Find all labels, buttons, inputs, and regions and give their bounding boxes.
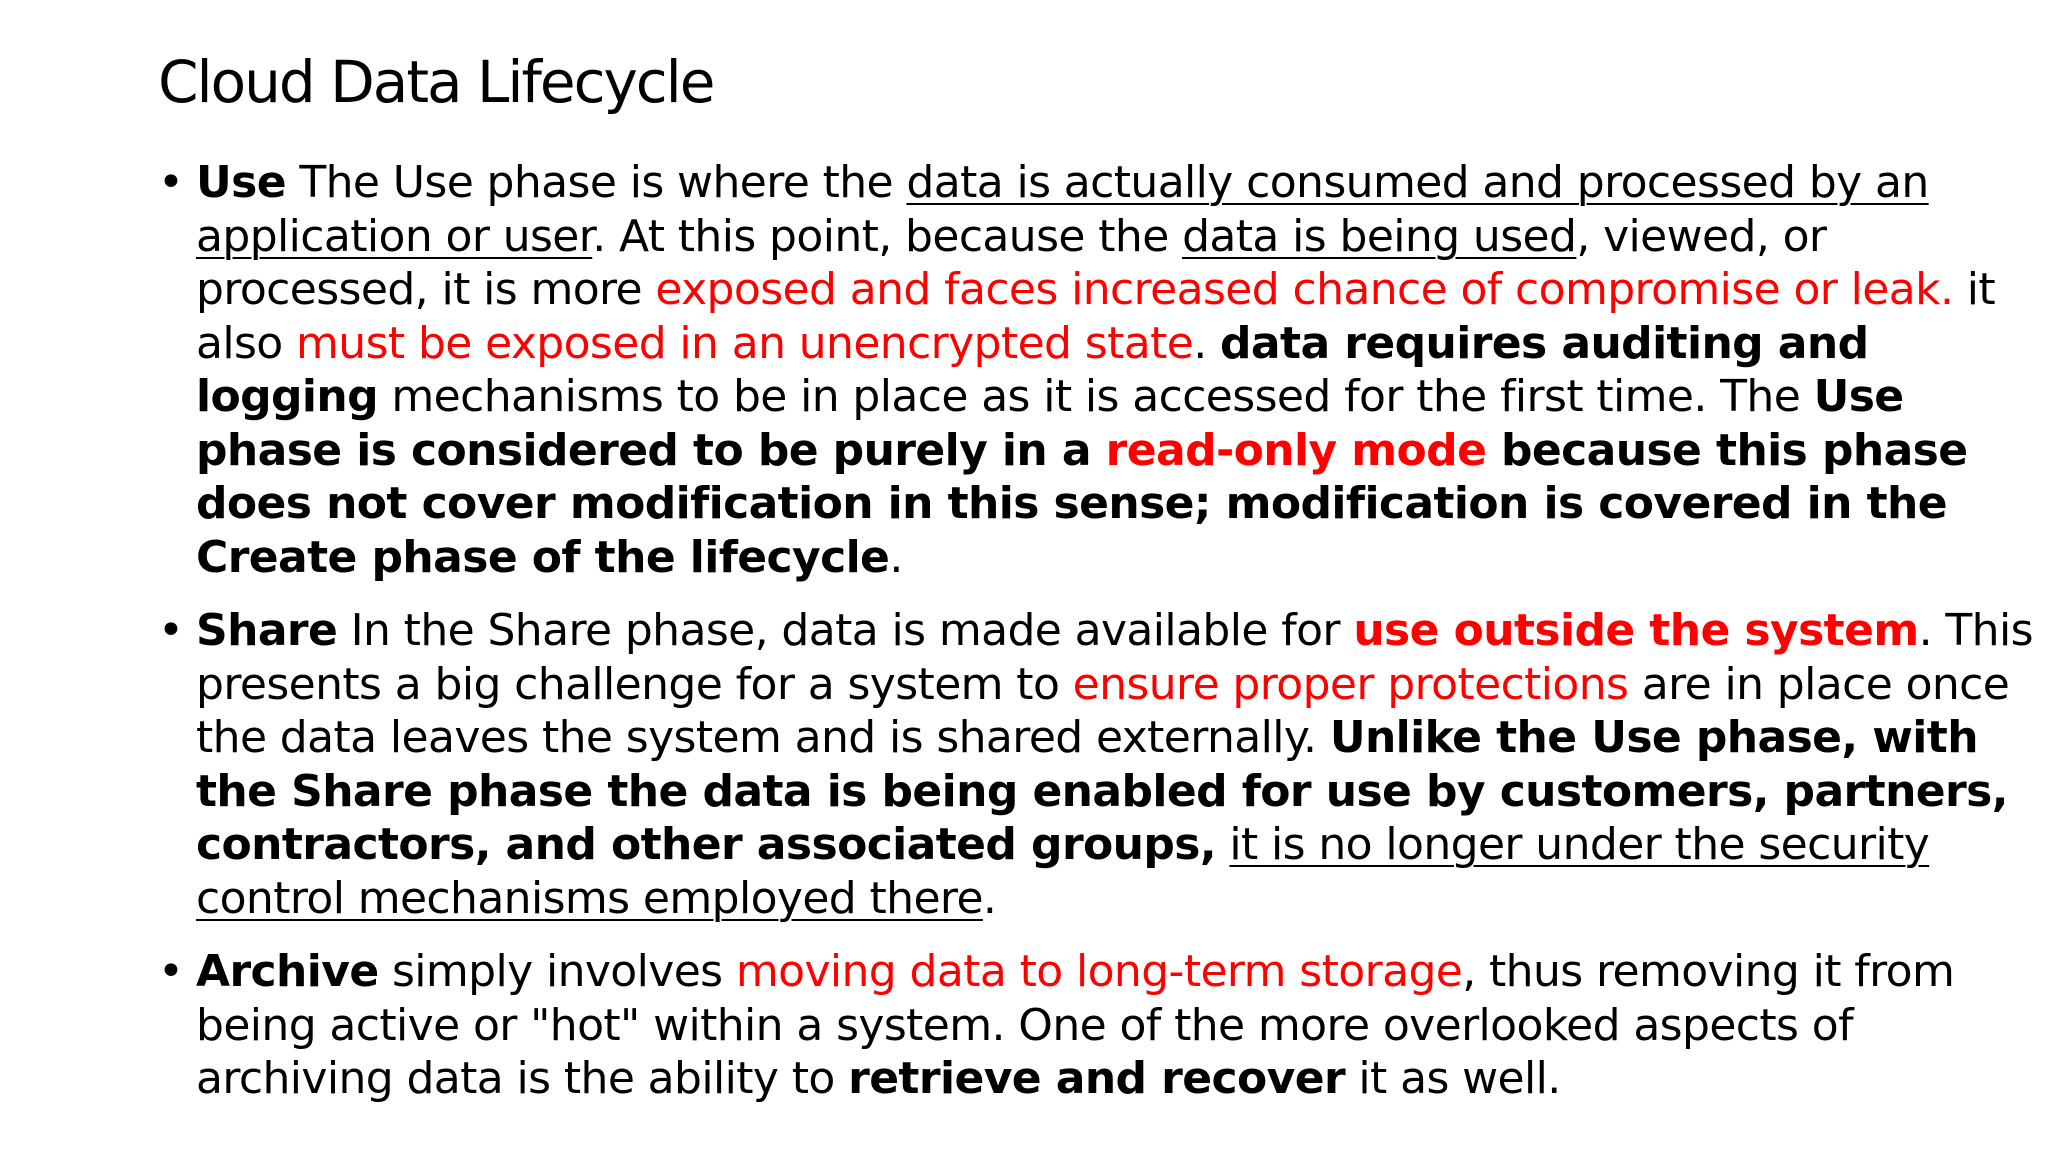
bullet-text [196,157,1995,583]
text-segment-bold-red: read-only mode [1105,424,1487,476]
text-segment-normal [1216,819,1229,870]
text-segment-red: exposed and faces increased chance of compromise or leak. [655,264,1954,315]
bullet-dot-icon: • [158,157,184,208]
text-segment-bold: Archive [196,946,379,997]
text-segment-normal: mechanisms to be in place as it is accessed for the first time. The [378,371,1814,422]
bullet-text [196,605,2033,924]
text-segment-bold: Use phase is considered to be purely in a [196,371,1904,476]
text-segment-bold: data requires auditing and logging [196,317,1869,422]
text-segment-normal: simply involves [378,946,736,997]
text-segment-bold: Share [196,605,338,656]
text-segment-normal: , thus removing it from being active or "hot" within a system. One of the more overlooked aspects of archiving data is the ability to [196,946,1955,1104]
text-segment-normal: are in place once the data leaves the system and is shared externally. [196,658,2010,763]
text-segment-normal: it also [196,264,1996,369]
text-segment-normal: The Use phase is where the [285,157,907,208]
bullet-share [156,604,2036,925]
text-segment-bold-red: use outside the system [1353,605,1919,656]
bullet-text [196,946,1954,1104]
bullet-archive [156,945,2036,1106]
bullet-list [156,156,2036,1126]
text-segment-red: ensure proper protections [1072,658,1629,710]
text-segment-normal: . [1193,317,1221,369]
text-segment-underline: it is no longer under the security control mechanisms employed there [196,819,1930,924]
text-segment-normal: . [982,872,997,924]
text-segment-normal: it as well. [1345,1053,1561,1104]
text-segment-normal: . This presents a big challenge for a system to [196,605,2033,710]
text-segment-red: moving data to long-term storage [735,946,1463,997]
text-segment-bold: Unlike the Use phase, with the Share phase the data is being enabled for use by customers, partners, contractors, and other associated groups, [196,712,2008,870]
bullet-use [156,156,2036,584]
slide-title: Cloud Data Lifecycle [158,48,714,116]
text-segment-normal: . At this point, because the [592,210,1183,262]
text-segment-bold: retrieve and recover [848,1053,1346,1104]
text-segment-normal: . [889,531,903,583]
bullet-dot-icon: • [158,605,184,656]
bullet-dot-icon: • [158,946,184,997]
text-segment-bold: because this phase does not cover modification in this sense; modification is covered in the Create phase of the lifecycle [196,424,1968,583]
text-segment-red: must be exposed in an unencrypted state [296,317,1194,369]
text-segment-underline: data is being used [1182,210,1577,262]
text-segment-normal: , viewed, or processed, it is more [196,210,1827,315]
text-segment-normal: In the Share phase, data is made available for [337,605,1354,656]
text-segment-bold: Use [196,157,286,208]
text-segment-underline: data is actually consumed and processed by an application or user [196,157,1929,262]
